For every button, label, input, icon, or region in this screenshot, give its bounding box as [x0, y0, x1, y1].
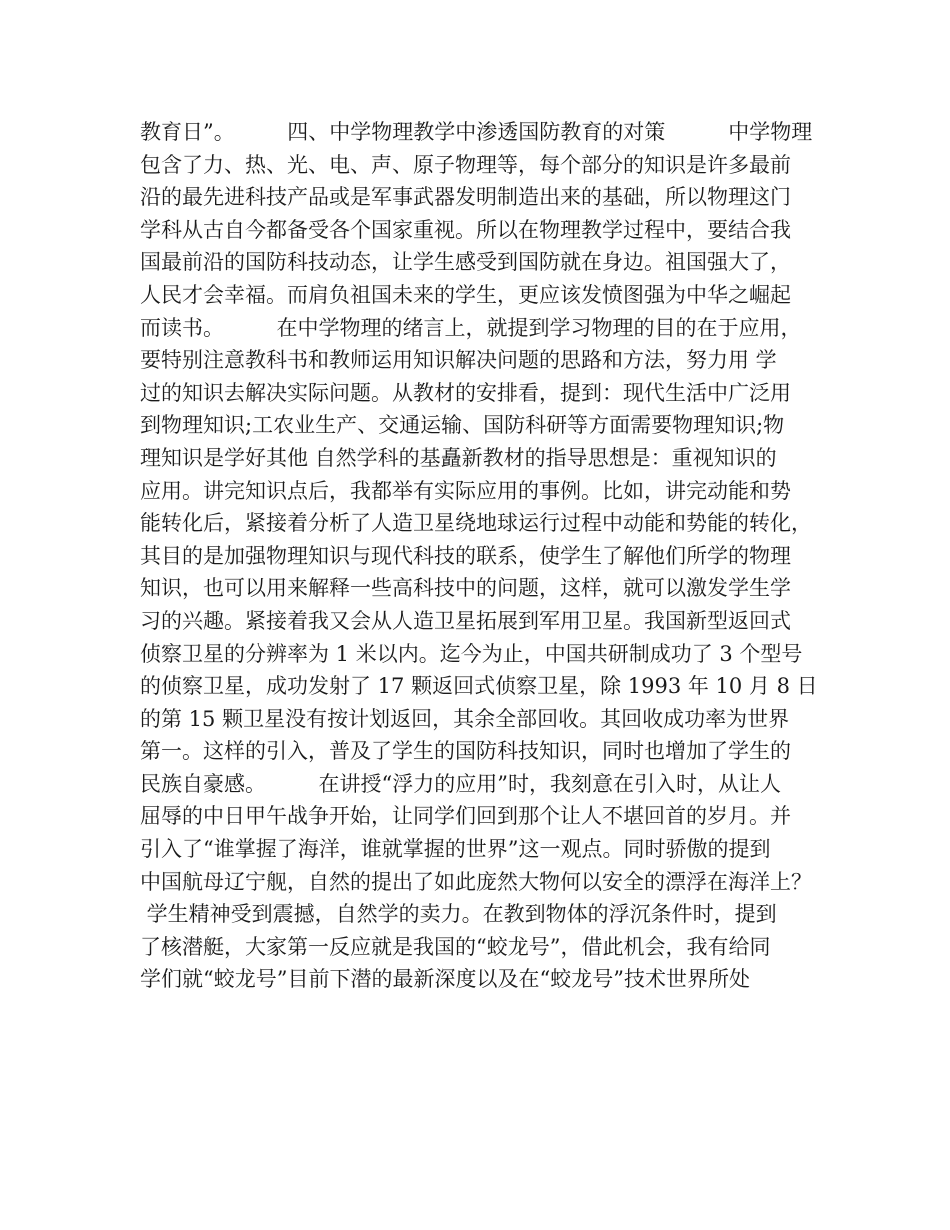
text-line: 屈辱的中日甲午战争开始，让同学们回到那个让人不堪回首的岁月。并	[140, 804, 791, 829]
text-line: 的侦察卫星，成功发射了 17 颗返回式侦察卫星，除 1993 年 10 月 8 日	[140, 674, 818, 699]
text-line: 而读书。 在中学物理的绪言上，就提到学习物理的目的在于应用，	[140, 315, 802, 340]
text-line: 其目的是加强物理知识与现代科技的联系，使学生了解他们所学的物理	[140, 543, 791, 568]
text-line: 学们就“蛟龙号”目前下潜的最新深度以及在“蛟龙号”技术世界所处	[140, 967, 750, 992]
text-line: 人民才会幸福。而肩负祖国未来的学生，更应该发愤图强为中华之崛起	[140, 282, 791, 307]
text-line: 习的兴趣。紧接着我又会从人造卫星拓展到军用卫星。我国新型返回式	[140, 608, 791, 633]
text-line: 沿的最先进科技产品或是军事武器发明制造出来的基础，所以物理这门	[140, 185, 791, 210]
text-line: 应用。讲完知识点后，我都举有实际应用的事例。比如，讲完动能和势	[140, 478, 791, 503]
text-line: 引入了“谁掌握了海洋，谁就掌握的世界”这一观点。同时骄傲的提到	[140, 837, 771, 862]
text-line: 学科从古自今都备受各个国家重视。所以在物理教学过程中，要结合我	[140, 217, 791, 242]
text-line: 教育日”。 四、中学物理教学中渗透国防教育的对策 中学物理	[140, 120, 813, 144]
text-line: 民族自豪感。 在讲授“浮力的应用”时，我刻意在引入时，从让人	[140, 771, 781, 796]
text-line: 侦察卫星的分辨率为 1 米以内。迄今为止，中国共研制成功了 3 个型号	[140, 641, 803, 666]
text-line: 包含了力、热、光、电、声、原子物理等，每个部分的知识是许多最前	[140, 152, 791, 177]
text-line: 知识，也可以用来解释一些高科技中的问题，这样，就可以激发学生学	[140, 576, 791, 601]
text-line: 第一。这样的引入，普及了学生的国防科技知识，同时也增加了学生的	[140, 739, 791, 764]
text-line: 过的知识去解决实际问题。从教材的安排看，提到：现代生活中广泛用	[140, 380, 791, 405]
text-line: 到物理知识;工农业生产、交通运输、国防科研等方面需要物理知识;物	[140, 413, 785, 438]
text-line: 的第 15 颗卫星没有按计划返回，其余全部回收。其回收成功率为世界	[140, 706, 790, 731]
text-line: 国最前沿的国防科技动态，让学生感受到国防就在身边。祖国强大了，	[140, 250, 791, 275]
text-line: 能转化后，紧接着分析了人造卫星绕地球运行过程中动能和势能的转化，	[140, 511, 812, 536]
text-line: 学生精神受到震撼，自然学的卖力。在教到物体的浮沉条件时，提到	[140, 902, 777, 927]
text-line: 理知识是学好其他 自然学科的基矗新教材的指导思想是：重视知识的	[140, 445, 777, 470]
text-line: 了核潜艇，大家第一反应就是我国的“蛟龙号”，借此机会，我有给同	[140, 934, 771, 959]
text-line: 要特别注意教科书和教师运用知识解决问题的思路和方法，努力用 学	[140, 348, 777, 373]
text-line: 中国航母辽宁舰，自然的提出了如此庞然大物何以安全的漂浮在海洋上？	[140, 869, 812, 894]
body-text	[140, 116, 820, 996]
